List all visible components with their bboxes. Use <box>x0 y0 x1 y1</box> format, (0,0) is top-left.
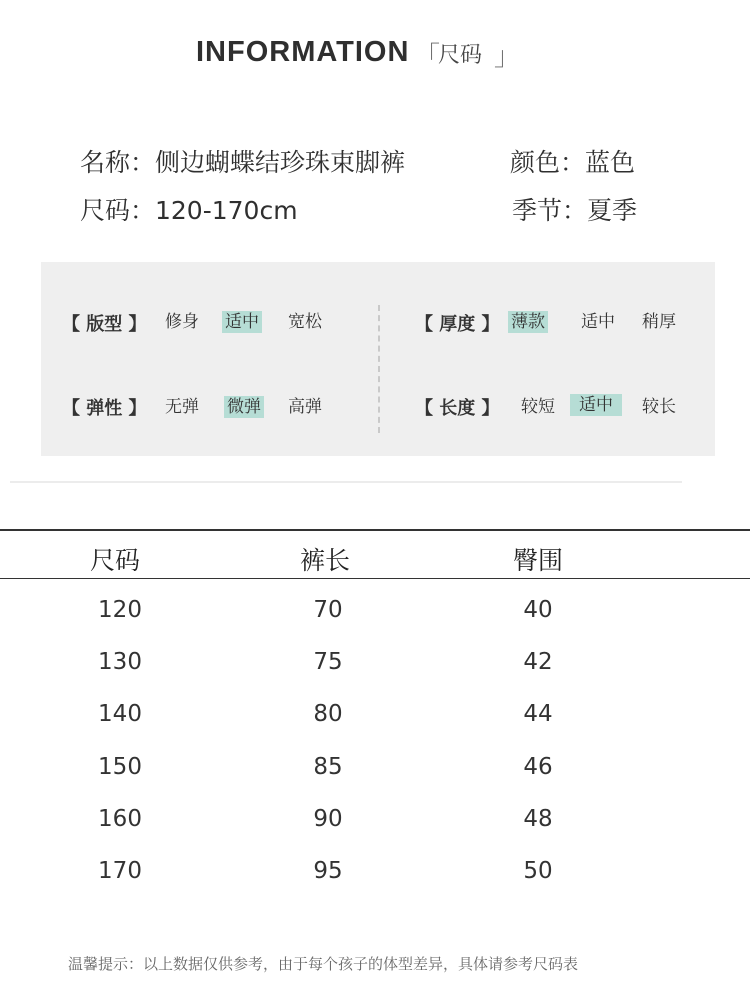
table-top-rule <box>0 529 750 531</box>
elasticity-option: 无弹 <box>165 397 199 417</box>
length-cell: 95 <box>313 858 343 884</box>
col-header-size: 尺码 <box>90 546 141 575</box>
table-header-rule <box>0 578 750 579</box>
elasticity-option-selected: 微弹 <box>224 396 264 418</box>
product-season: 季节：夏季 <box>512 196 638 225</box>
thickness-label: 【 厚度 】 <box>415 314 500 335</box>
length-option: 较短 <box>521 397 555 417</box>
length-cell: 75 <box>313 649 343 676</box>
length-label: 【 长度 】 <box>415 398 500 419</box>
col-header-length: 裤长 <box>300 546 351 575</box>
length-option: 较长 <box>642 397 676 417</box>
fit-label: 【 版型 】 <box>62 314 147 335</box>
length-cell: 80 <box>313 701 343 728</box>
length-cell: 70 <box>313 597 343 623</box>
size-cell: 160 <box>98 805 142 832</box>
length-option-selected: 适中 <box>570 394 622 416</box>
fit-option: 宽松 <box>288 312 322 332</box>
page-header <box>0 30 750 78</box>
hip-cell: 48 <box>523 805 553 832</box>
product-name: 名称：侧边蝴蝶结珍珠束脚裤 <box>80 148 406 177</box>
hip-cell: 50 <box>523 858 553 884</box>
size-cell: 120 <box>98 597 142 623</box>
hip-cell: 40 <box>523 597 553 623</box>
size-cell: 150 <box>98 753 142 780</box>
length-cell: 85 <box>313 753 343 780</box>
hip-cell: 42 <box>523 649 553 676</box>
bracket-open: 「 <box>414 42 441 72</box>
hip-cell: 44 <box>523 701 553 728</box>
footnote: 温馨提示：以上数据仅供参考，由于每个孩子的体型差异，具体请参考尺码表 <box>68 955 579 973</box>
elasticity-option: 高弹 <box>288 397 322 417</box>
fit-option-selected: 适中 <box>222 311 262 333</box>
size-cell: 140 <box>98 701 142 728</box>
panel-divider <box>378 305 380 433</box>
header-title-en: INFORMATION <box>196 36 410 68</box>
section-separator <box>10 481 682 483</box>
product-color: 颜色：蓝色 <box>510 148 636 177</box>
fit-option: 修身 <box>165 312 199 332</box>
size-cell: 170 <box>98 858 142 884</box>
bracket-close: 」 <box>494 42 521 72</box>
length-cell: 90 <box>313 805 343 832</box>
col-header-hip: 臀围 <box>513 546 564 575</box>
elasticity-label: 【 弹性 】 <box>62 398 147 419</box>
product-size: 尺码：120-170cm <box>80 196 298 225</box>
hip-cell: 46 <box>523 753 553 780</box>
header-title-zh: 尺码 <box>438 43 483 68</box>
thickness-option-selected: 薄款 <box>508 311 548 333</box>
size-cell: 130 <box>98 649 142 676</box>
thickness-option: 适中 <box>581 312 615 332</box>
thickness-option: 稍厚 <box>642 312 676 332</box>
